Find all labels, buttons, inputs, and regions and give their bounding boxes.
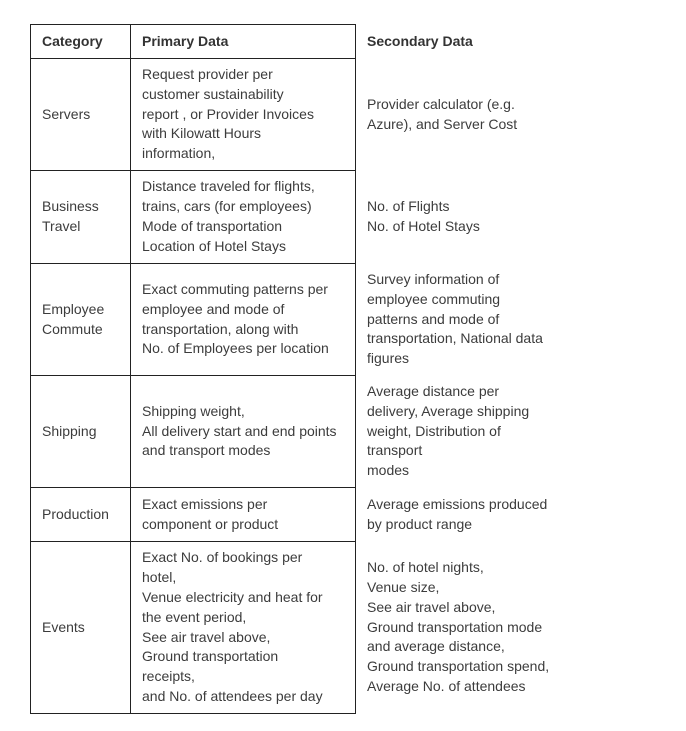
table-row (31, 59, 575, 171)
primary-data-cell: Exact emissions per component or product (131, 488, 356, 542)
category-cell: Business Travel (31, 171, 131, 264)
secondary-data-header: Secondary Data (367, 32, 473, 49)
primary-data-cell: Shipping weight, All delivery start and end points and transport modes (131, 376, 356, 488)
table-row (31, 264, 575, 376)
secondary-data-cell: No. of hotel nights, Venue size, See air travel above, Ground transportation mode and average distance, Ground transportation spend, Average No. of attendees (367, 559, 550, 694)
primary-data-cell: Request provider per customer sustainability report , or Provider Invoices with Kilowatt Hours information, (131, 59, 356, 171)
table-row (31, 542, 575, 714)
primary-data-cell: Exact No. of bookings per hotel, Venue electricity and heat for the event period, See air travel above, Ground transportation receipts, and No. of attendees per day (131, 542, 356, 714)
category-header: Category (31, 25, 131, 59)
category-cell: Shipping (31, 376, 131, 488)
secondary-data-cell: Average distance per delivery, Average shipping weight, Distribution of transport modes (367, 383, 530, 479)
primary-data-cell: Distance traveled for flights, trains, cars (for employees) Mode of transportation Location of Hotel Stays (131, 171, 356, 264)
secondary-data-cell: Provider calculator (e.g. Azure), and Server Cost (367, 95, 518, 132)
secondary-data-cell: No. of Flights No. of Hotel Stays (367, 198, 480, 234)
secondary-data-cell: Survey information of employee commuting patterns and mode of transportation, National data figures (367, 271, 543, 367)
category-cell: Production (31, 488, 131, 542)
table-row (31, 171, 575, 264)
primary-data-header: Primary Data (131, 25, 356, 59)
category-cell: Employee Commute (31, 264, 131, 376)
primary-data-cell: Exact commuting patterns per employee and mode of transportation, along with No. of Employees per location (131, 264, 356, 376)
category-cell: Events (31, 542, 131, 714)
table-row (31, 376, 575, 488)
data-sources-table (30, 24, 575, 714)
category-cell: Servers (31, 59, 131, 171)
secondary-data-cell: Average emissions produced by product range (367, 495, 548, 532)
header-row (31, 25, 575, 59)
table-row (31, 488, 575, 542)
